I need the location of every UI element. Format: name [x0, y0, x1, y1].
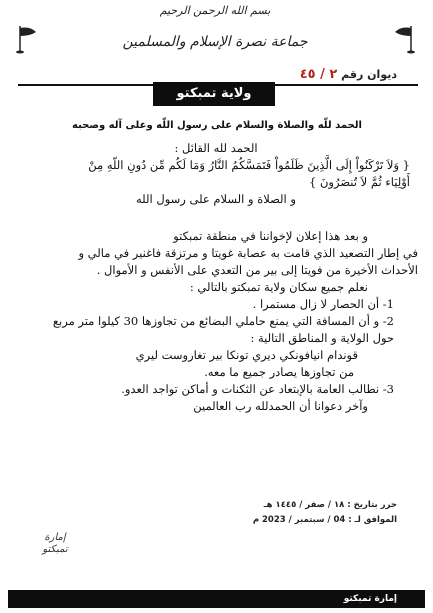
footer-band: [8, 590, 425, 608]
basmala-calligraphy: بسم الله الرحمن الرحيم: [159, 4, 271, 17]
salutation-line: و الصلاة و السلام على رسول الله: [136, 192, 296, 206]
closing-line: وآخر دعوانا أن الحمدلله رب العالمين: [193, 399, 368, 413]
diwan-label: ديوان رقم: [341, 68, 397, 81]
document-body: [14, 140, 418, 415]
paragraph-line-2: الأحداث الأخيرة من فويتا إلى بير من التعدي على الأنفس و الأموال .: [96, 263, 418, 277]
emirate-stamp: إمارة تمبكتو: [42, 532, 68, 555]
praise-line: الحمد لله القائل :: [174, 141, 258, 155]
document-date: [253, 498, 397, 528]
quran-verse-line-1: { وَلاَ تَرْكَنُواْ إِلَى الَّذِينَ ظَلَمُواْ فَتَمَسَّكُمُ النَّارُ وَمَا لَكُم مِّن دُونِ اللّهِ مِنْ: [88, 158, 410, 172]
flag-icon: [14, 24, 40, 54]
paragraph-line-1: في إطار التصعيد الذي قامت به عصابة غويتا و مرتزقة فاغنير في مالي و: [78, 246, 418, 260]
diwan-number: ٢ / ٤٥: [299, 67, 338, 82]
notice-line: نعلم جميع سكان ولاية تمبكتو بالتالي :: [189, 280, 368, 294]
intro-line: و بعد هذا إعلان لإخواننا في منطقة تمبكتو: [173, 229, 368, 243]
organization-logo-text: جماعة نصرة الإسلام والمسلمين: [122, 34, 308, 50]
flag-icon: [391, 24, 417, 54]
list-item-2: 2- و أن المسافة التي يمنع حاملي البضائع من تجاوزها 30 كيلوا متر مربع: [52, 314, 394, 328]
confiscation-line: من تجاوزها يصادر جميع ما معه.: [204, 365, 354, 379]
date-hijri: حرر بتاريخ : ١٨ / صفر / ١٤٤٥ هـ: [263, 500, 397, 510]
list-item-2-continued: حول الولاية و المناطق التالية :: [250, 331, 394, 345]
places-line: قوندام انيافونكي ديري تونكا بير تغاروست ليري: [135, 348, 358, 362]
footer-band-text: إمارة تمبكتو: [343, 594, 397, 604]
opening-line: الحمد للّه والصلاة والسلام على رسول اللّه وعلى آله وصحبه: [72, 120, 362, 131]
quran-verse-line-2: أَوْلِيَاء ثُمَّ لاَ تُنصَرُونَ }: [309, 175, 410, 189]
diwan-reference: [300, 67, 397, 82]
list-item-1: 1- أن الحصار لا زال مستمرا .: [252, 297, 394, 311]
list-item-3: 3- نطالب العامة بالإبتعاد عن الثكنات و أماكن تواجد العدو.: [121, 382, 394, 396]
document-title: ولاية تمبكتو: [153, 82, 275, 106]
date-gregorian: الموافق لـ : 04 / سبتمبر / 2023 م: [252, 515, 397, 525]
